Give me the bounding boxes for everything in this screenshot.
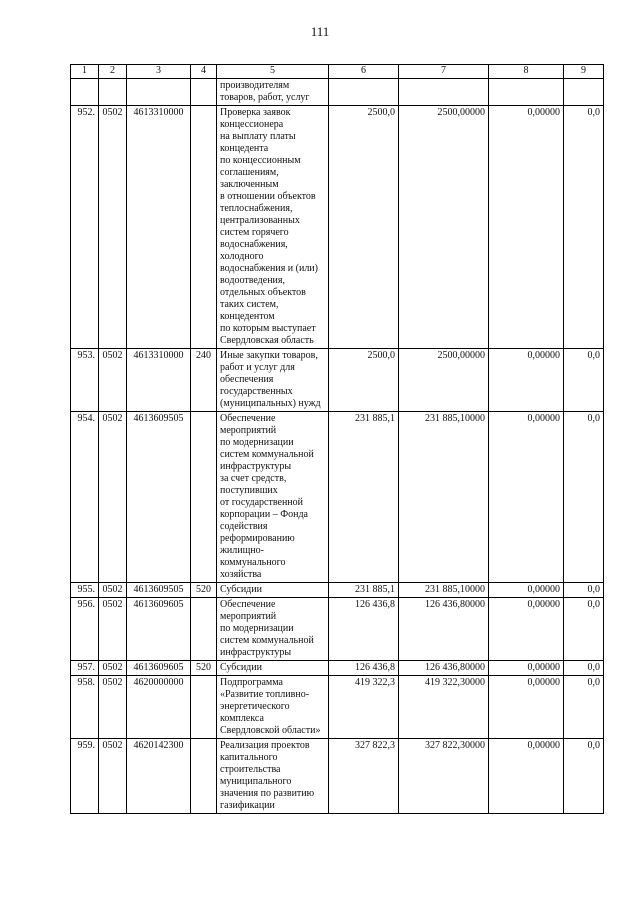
amount-col8: 0,00000 [489,739,564,814]
row-number: 959. [71,739,99,814]
column-header: 8 [489,65,564,79]
item-name: производителям товаров, работ, услуг [217,79,329,106]
column-header: 7 [399,65,489,79]
expense-type-code [191,79,217,106]
amount-col7 [399,79,489,106]
section-code: 0502 [99,349,127,412]
section-code: 0502 [99,739,127,814]
amount-col6: 126 436,8 [329,661,399,676]
budget-table [70,64,604,814]
section-code: 0502 [99,661,127,676]
amount-col7: 126 436,80000 [399,598,489,661]
item-name: Обеспечение мероприятий по модернизации систем коммунальной инфраструктуры [217,598,329,661]
amount-col7: 2500,00000 [399,349,489,412]
item-name: Иные закупки товаров, работ и услуг для обеспечения государственных (муниципальных) нужд [217,349,329,412]
row-number: 956. [71,598,99,661]
amount-col9: 0,0 [564,676,604,739]
section-code: 0502 [99,598,127,661]
row-number: 953. [71,349,99,412]
amount-col9: 0,0 [564,349,604,412]
column-header: 2 [99,65,127,79]
amount-col6: 126 436,8 [329,598,399,661]
target-code: 4620000000 [127,676,191,739]
row-number [71,79,99,106]
table-row [71,583,604,598]
section-code: 0502 [99,106,127,349]
expense-type-code: 520 [191,661,217,676]
table-row [71,661,604,676]
amount-col8: 0,00000 [489,412,564,583]
amount-col7: 419 322,30000 [399,676,489,739]
amount-col9: 0,0 [564,583,604,598]
expense-type-code [191,412,217,583]
amount-col6: 2500,0 [329,349,399,412]
amount-col9: 0,0 [564,661,604,676]
target-code: 4613609505 [127,412,191,583]
item-name: Субсидии [217,583,329,598]
amount-col8: 0,00000 [489,106,564,349]
amount-col6: 419 322,3 [329,676,399,739]
item-name: Обеспечение мероприятий по модернизации систем коммунальной инфраструктуры за счет средств, поступивших от государственной корпорации – Фонда содействия реформированию жилищно- коммунального хозяйства [217,412,329,583]
section-code: 0502 [99,676,127,739]
column-header: 9 [564,65,604,79]
table-row [71,79,604,106]
amount-col9: 0,0 [564,412,604,583]
amount-col8 [489,79,564,106]
table-row [71,598,604,661]
amount-col9: 0,0 [564,106,604,349]
table-row [71,676,604,739]
column-header: 5 [217,65,329,79]
table-row [71,106,604,349]
row-number: 955. [71,583,99,598]
table-row [71,349,604,412]
target-code: 4613609505 [127,583,191,598]
amount-col9: 0,0 [564,739,604,814]
column-header: 3 [127,65,191,79]
amount-col8: 0,00000 [489,598,564,661]
amount-col7: 231 885,10000 [399,583,489,598]
target-code: 4620142300 [127,739,191,814]
expense-type-code [191,739,217,814]
amount-col9: 0,0 [564,598,604,661]
item-name: Проверка заявок концессионера на выплату платы концедента по концессионным соглашениям, заключенным в отношении объектов теплоснабжения, централизованных систем горячего водоснабжения, холодного водоснабжения и (или) водоотведения, отдельных объектов таких систем, концедентом по которым выступает Свердловская область [217,106,329,349]
target-code: 4613310000 [127,349,191,412]
amount-col8: 0,00000 [489,661,564,676]
row-number: 957. [71,661,99,676]
amount-col9 [564,79,604,106]
section-code: 0502 [99,412,127,583]
expense-type-code [191,676,217,739]
column-header: 1 [71,65,99,79]
amount-col6: 231 885,1 [329,412,399,583]
amount-col7: 231 885,10000 [399,412,489,583]
amount-col8: 0,00000 [489,349,564,412]
section-code [99,79,127,106]
amount-col8: 0,00000 [489,583,564,598]
amount-col7: 2500,00000 [399,106,489,349]
expense-type-code: 240 [191,349,217,412]
amount-col6: 2500,0 [329,106,399,349]
table-row [71,412,604,583]
target-code [127,79,191,106]
row-number: 954. [71,412,99,583]
expense-type-code [191,106,217,349]
item-name: Реализация проектов капитального строительства муниципального значения по развитию газификации [217,739,329,814]
page-number: 111 [310,24,330,39]
target-code: 4613310000 [127,106,191,349]
amount-col6 [329,79,399,106]
item-name: Подпрограмма «Развитие топливно- энергетического комплекса Свердловской области» [217,676,329,739]
column-header: 6 [329,65,399,79]
row-number: 958. [71,676,99,739]
expense-type-code [191,598,217,661]
column-header: 4 [191,65,217,79]
section-code: 0502 [99,583,127,598]
amount-col7: 126 436,80000 [399,661,489,676]
target-code: 4613609605 [127,661,191,676]
expense-type-code: 520 [191,583,217,598]
amount-col7: 327 822,30000 [399,739,489,814]
amount-col8: 0,00000 [489,676,564,739]
target-code: 4613609605 [127,598,191,661]
amount-col6: 327 822,3 [329,739,399,814]
amount-col6: 231 885,1 [329,583,399,598]
table-body [71,79,604,814]
row-number: 952. [71,106,99,349]
header-row [71,65,604,79]
item-name: Субсидии [217,661,329,676]
table-row [71,739,604,814]
